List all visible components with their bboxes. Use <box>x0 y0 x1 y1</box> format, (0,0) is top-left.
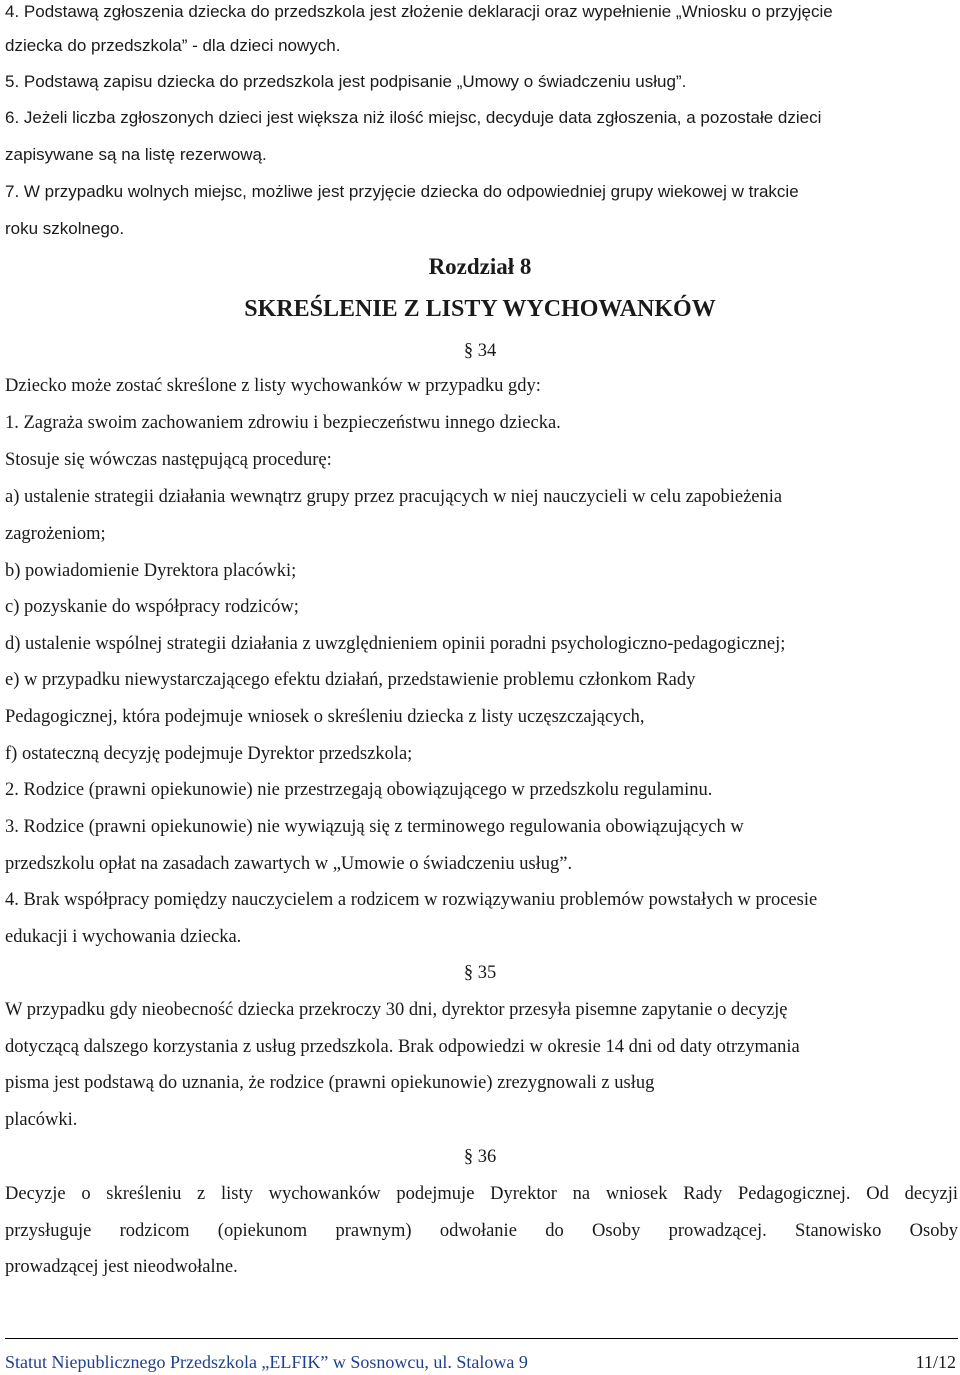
chapter-number: Rozdział 8 <box>428 254 532 279</box>
section-34-line: 4. Brak współpracy pomiędzy nauczycielem a rodzicem w rozwiązywaniu problemów powstałych w procesie <box>5 890 818 910</box>
intro-line-4: 6. Jeżeli liczba zgłoszonych dzieci jest większa niż ilość miejsc, decyduje data zgłoszenia, a pozostałe dzieci <box>5 108 822 127</box>
intro-line-1: 4. Podstawą zgłoszenia dziecka do przedszkola jest złożenie deklaracji oraz wypełnienie „Wniosku o przyjęcie <box>5 2 833 21</box>
section-35-line: pisma jest podstawą do uznania, że rodzice (prawni opiekunowie) zrezygnowali z usług <box>5 1073 655 1093</box>
section-34-line: d) ustalenie wspólnej strategii działania z uwzględnieniem opinii poradni psychologiczno-pedagogicznej; <box>5 634 786 654</box>
intro-line-3: 5. Podstawą zapisu dziecka do przedszkola jest podpisanie „Umowy o świadczeniu usług”. <box>5 72 687 91</box>
chapter-title: SKREŚLENIE Z LISTY WYCHOWANKÓW <box>244 296 716 322</box>
section-34-line: 1. Zagraża swoim zachowaniem zdrowiu i bezpieczeństwu innego dziecka. <box>5 413 561 433</box>
intro-line-6: 7. W przypadku wolnych miejsc, możliwe jest przyjęcie dziecka do odpowiedniej grupy wiekowej w trakcie <box>5 182 799 201</box>
footer-document-title: Statut Niepublicznego Przedszkola „ELFIK” w Sosnowcu, ul. Stalowa 9 <box>5 1352 528 1372</box>
section-34-line: b) powiadomienie Dyrektora placówki; <box>5 561 297 581</box>
section-34-line: 2. Rodzice (prawni opiekunowie) nie przestrzegają obowiązującego w przedszkolu regulaminu. <box>5 780 713 800</box>
section-35-line: placówki. <box>5 1110 78 1130</box>
section-34-line: f) ostateczną decyzję podejmuje Dyrektor przedszkola; <box>5 744 413 764</box>
section-34-line: Pedagogicznej, która podejmuje wniosek o skreśleniu dziecka z listy uczęszczających, <box>5 707 645 727</box>
footer-divider <box>5 1338 958 1339</box>
section-34-line: edukacji i wychowania dziecka. <box>5 927 242 947</box>
section-34-line: przedszkolu opłat na zasadach zawartych w „Umowie o świadczeniu usług”. <box>5 854 573 874</box>
section-34-marker: § 34 <box>463 341 497 361</box>
section-34-line: zagrożeniom; <box>5 524 106 544</box>
section-36-line: przysługuje rodzicom (opiekunom prawnym) odwołanie do Osoby prowadzącej. Stanowisko Osoby <box>5 1221 958 1241</box>
section-36-marker: § 36 <box>463 1147 497 1167</box>
section-34-line: e) w przypadku niewystarczającego efektu działań, przedstawienie problemu członkom Rady <box>5 670 696 690</box>
intro-line-5: zapisywane są na listę rezerwową. <box>5 145 267 164</box>
section-35-marker: § 35 <box>463 963 497 983</box>
footer-page-number: 11/12 <box>915 1352 956 1372</box>
section-35-line: W przypadku gdy nieobecność dziecka przekroczy 30 dni, dyrektor przesyła pisemne zapytanie o decyzję <box>5 1000 788 1020</box>
section-35-line: dotyczącą dalszego korzystania z usług przedszkola. Brak odpowiedzi w okresie 14 dni od daty otrzymania <box>5 1037 800 1057</box>
section-34-line: 3. Rodzice (prawni opiekunowie) nie wywiązują się z terminowego regulowania obowiązujących w <box>5 817 744 837</box>
section-34-line: Dziecko może zostać skreślone z listy wychowanków w przypadku gdy: <box>5 376 541 396</box>
intro-line-7: roku szkolnego. <box>5 219 125 238</box>
intro-line-2: dziecka do przedszkola” - dla dzieci nowych. <box>5 36 341 55</box>
section-34-line: c) pozyskanie do współpracy rodziców; <box>5 597 299 617</box>
section-36-line: Decyzje o skreśleniu z listy wychowanków podejmuje Dyrektor na wniosek Rady Pedagogicznej. Od decyzji <box>5 1184 958 1204</box>
section-36-line: prowadzącej jest nieodwołalne. <box>5 1257 238 1277</box>
section-34-line: a) ustalenie strategii działania wewnątrz grupy przez pracujących w niej nauczycieli w celu zapobieżenia <box>5 487 783 507</box>
section-34-line: Stosuje się wówczas następującą procedurę: <box>5 450 332 470</box>
